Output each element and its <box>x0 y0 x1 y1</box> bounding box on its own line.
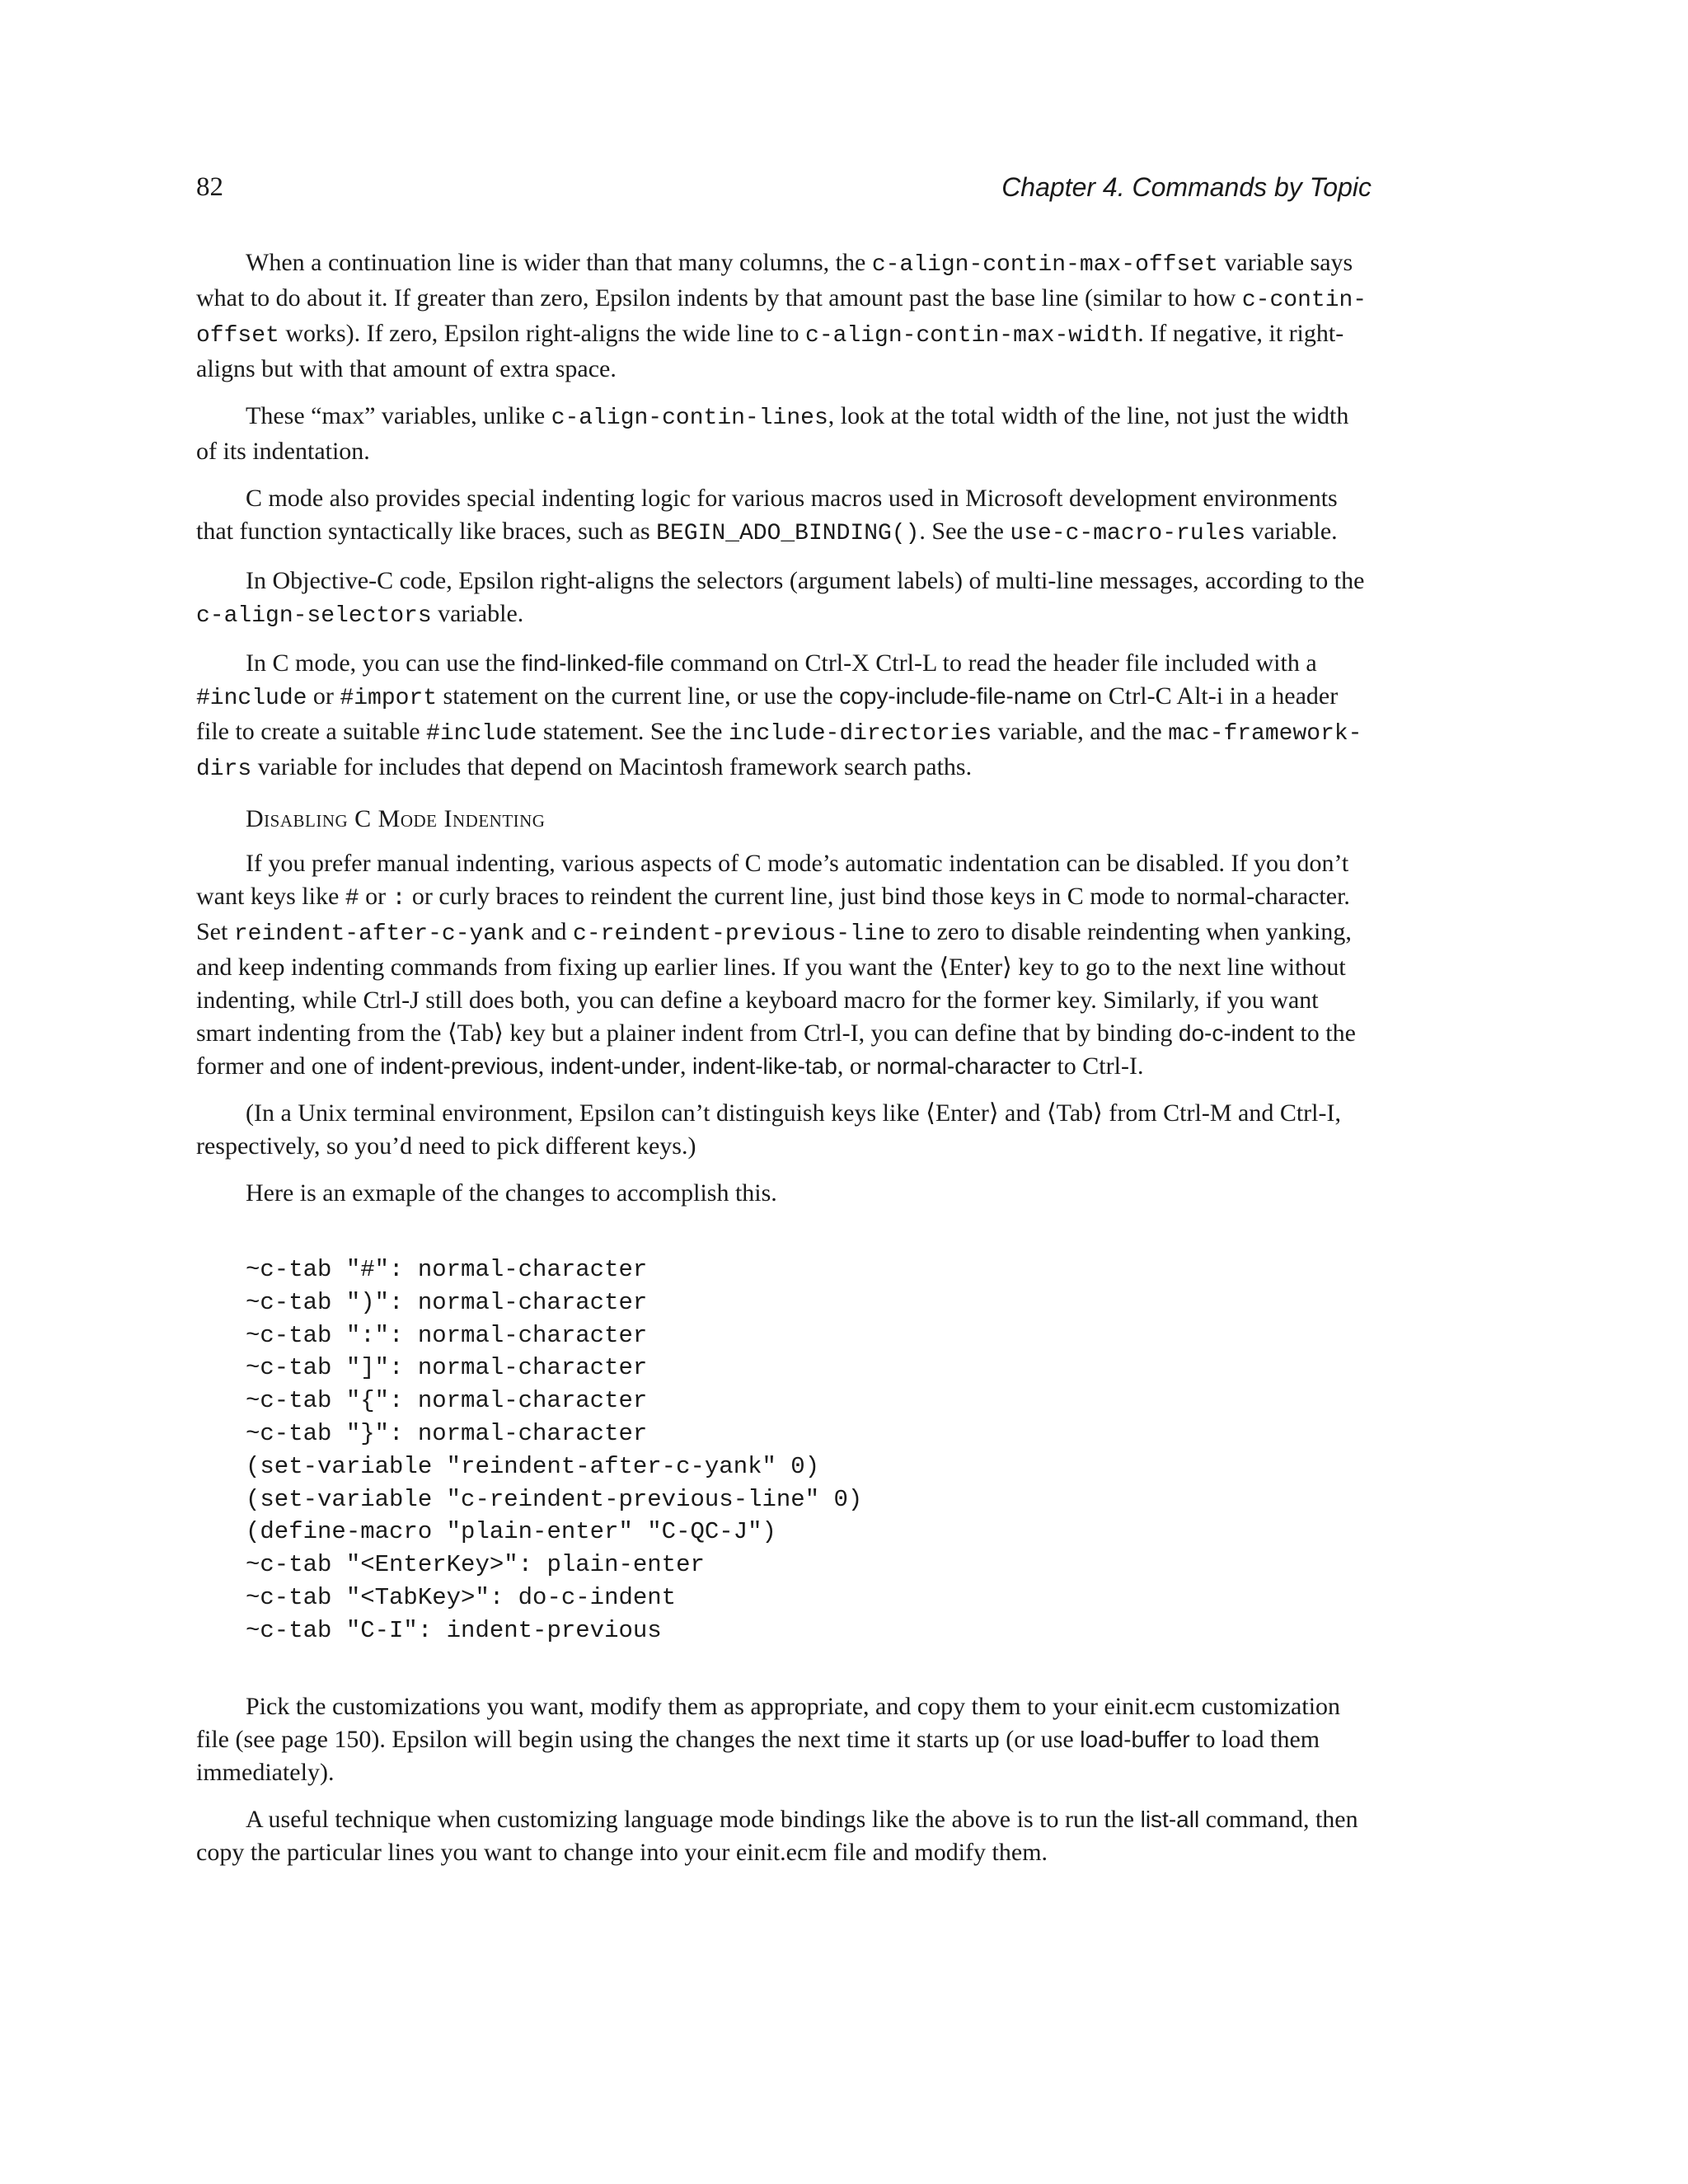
variable-name: c-contin-offset <box>196 288 1367 349</box>
key-name: ⟨ Tab ⟩ <box>1047 1099 1103 1127</box>
code-line: ~c-tab "<EnterKey>": plain-enter <box>246 1551 705 1579</box>
code-line: ~c-tab "]": normal-character <box>246 1354 648 1382</box>
code-example <box>246 1254 1372 1647</box>
macro-name: BEGIN_ADO_BINDING() <box>656 521 920 546</box>
variable-name: c-reindent-previous-line <box>573 921 906 947</box>
command-name: do-c-indent <box>1178 1020 1294 1046</box>
paragraph-continuation-max: When a continuation line is wider than that many columns, the c-align-contin-max-offset variable says what to do about it. If greater than zero, Epsilon indents by that amount past the base line (similar to how c-contin-offset works). If zero, Epsilon right-aligns the wide line to c-align-contin-max-width. If negative, it right-aligns but with that amount of extra space. <box>196 249 1367 382</box>
variable-name: mac-framework-dirs <box>196 721 1362 782</box>
directive-name: #include <box>426 721 537 747</box>
code-line: (set-variable "reindent-after-c-yank" 0) <box>246 1452 820 1480</box>
paragraph-objective-c: In Objective-C code, Epsilon right-aligns the selectors (argument labels) of multi-line messages, according to the c-align-selectors variable. <box>196 567 1365 629</box>
command-name: copy-include-file-name <box>839 683 1071 709</box>
body-text <box>196 246 1372 1869</box>
paragraph-example-intro: Here is an exmaple of the changes to accomplish this. <box>246 1179 777 1207</box>
code-line: ~c-tab ":": normal-character <box>246 1321 648 1349</box>
paragraph-manual-indenting: If you prefer manual indenting, various aspects of C mode’s automatic indentation can be disabled. If you don’t want keys like # or : or curly braces to reindent the current line, just bind those keys in C mode to normal-character. Set reindent-after-c-yank and c-reindent-previous-line to zero to disable reindenting when yanking, and keep indenting commands from fixing up earlier lines. If you want the ⟨ Enter ⟩ key to go to the next line without indenting, while Ctrl-J still does both, you can define a keyboard macro for the former key. Similarly, if you want smart indenting from the ⟨ Tab ⟩ key but a plainer indent from Ctrl-I, you can define that by binding do-c-indent to the former and one of indent-previous, indent-under, indent-like-tab, or normal-character to Ctrl-I. <box>196 847 1372 1083</box>
directive-name: #include <box>196 686 307 711</box>
code-line: (set-variable "c-reindent-previous-line" 0) <box>246 1485 863 1513</box>
command-name: indent-like-tab <box>692 1053 837 1079</box>
command-name: find-linked-file <box>521 650 664 676</box>
command-name: indent-previous <box>380 1053 538 1079</box>
directive-name: #import <box>340 686 438 711</box>
paragraph-microsoft-macros: C mode also provides special indenting logic for various macros used in Microsoft development environments that function syntactically like braces, such as BEGIN_ADO_BINDING(). See the use-c-macro-rules variable. <box>196 485 1338 546</box>
paragraph-unix-terminal: (In a Unix terminal environment, Epsilon can’t distinguish keys like ⟨ Enter ⟩ and ⟨ Tab ⟩ from Ctrl-M and Ctrl-I, respectively, so you’d need to pick different keys.) <box>196 1097 1372 1163</box>
command-name: load-buffer <box>1080 1726 1190 1752</box>
variable-name: include-directories <box>728 721 992 747</box>
key-name: ⟨ Enter ⟩ <box>926 1099 998 1127</box>
variable-name: use-c-macro-rules <box>1010 521 1246 546</box>
code-line: ~c-tab ")": normal-character <box>246 1288 648 1316</box>
code-line: ~c-tab "C-I": indent-previous <box>246 1616 662 1644</box>
code-line: ~c-tab "}": normal-character <box>246 1419 648 1447</box>
variable-name: c-align-selectors <box>196 603 432 629</box>
paragraph-max-variables: These “max” variables, unlike c-align-contin-lines, look at the total width of the line, not just the width of its indentation. <box>196 402 1349 465</box>
running-header <box>196 169 1372 205</box>
page-number: 82 <box>196 172 223 202</box>
variable-name: reindent-after-c-yank <box>233 921 525 947</box>
paragraph-customizations: Pick the customizations you want, modify them as appropriate, and copy them to your einit.ecm customization file (see page 150). Epsilon will begin using the changes the next time it starts up (or use load-buffer to load them immediately). <box>196 1692 1341 1786</box>
command-name: normal-character <box>876 1053 1051 1079</box>
key-name: ⟨ Enter ⟩ <box>939 954 1011 981</box>
code-line: (define-macro "plain-enter" "C-QC-J") <box>246 1518 776 1546</box>
key-literal: : <box>392 886 406 912</box>
code-line: ~c-tab "{": normal-character <box>246 1387 648 1415</box>
variable-name: c-align-contin-max-offset <box>871 252 1218 278</box>
code-line: ~c-tab "#": normal-character <box>246 1256 648 1283</box>
chapter-title: Chapter 4. Commands by Topic <box>1001 172 1372 202</box>
command-name: indent-under <box>550 1053 680 1079</box>
code-line: ~c-tab "<TabKey>": do-c-indent <box>246 1583 677 1611</box>
document-page <box>196 169 1372 1883</box>
section-heading: Disabling C Mode Indenting <box>246 805 546 832</box>
key-name: ⟨ Tab ⟩ <box>448 1019 504 1047</box>
paragraph-linked-file: In C mode, you can use the find-linked-file command on Ctrl-X Ctrl-L to read the header file included with a #include or #import statement on the current line, or use the copy-include-file-name on Ctrl-C Alt-i in a header file to create a suitable #include statement. See the include-directories variable, and the mac-framework-dirs variable for includes that depend on Macintosh framework search paths. <box>196 649 1362 782</box>
command-name: list-all <box>1140 1806 1200 1832</box>
variable-name: c-align-contin-lines <box>551 405 828 431</box>
key-literal: # <box>345 886 359 912</box>
variable-name: c-align-contin-max-width <box>805 323 1138 349</box>
paragraph-list-all: A useful technique when customizing language mode bindings like the above is to run the list-all command, then copy the particular lines you want to change into your einit.ecm file and modify them. <box>196 1805 1358 1866</box>
